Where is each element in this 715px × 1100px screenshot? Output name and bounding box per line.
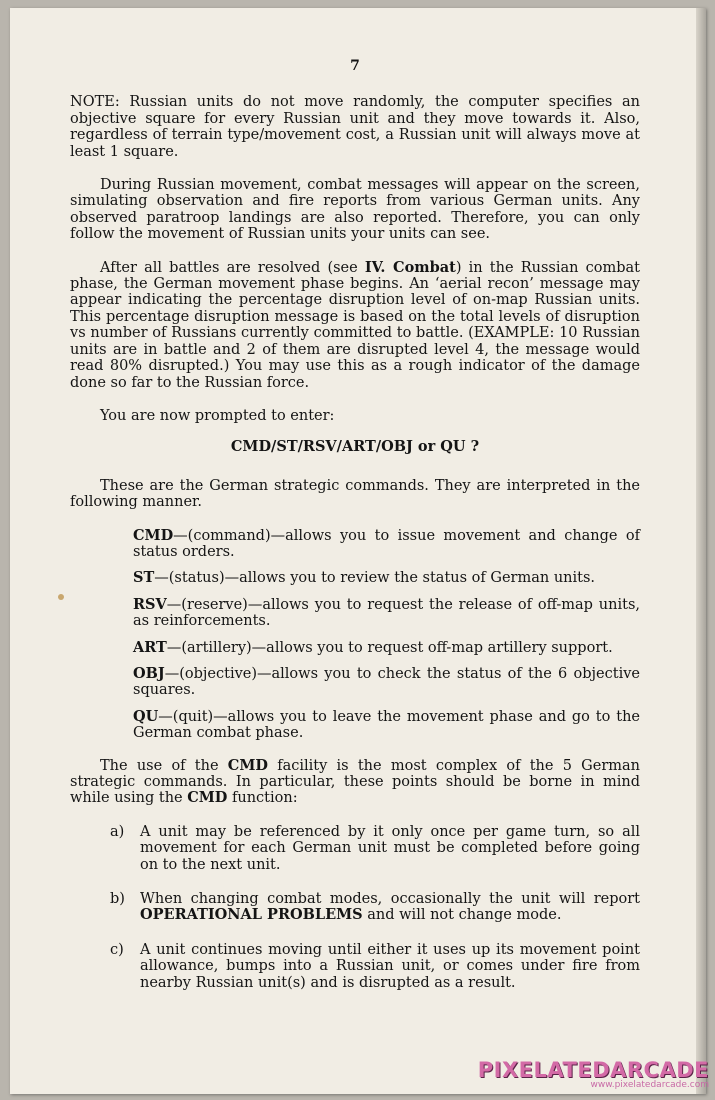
- point-text: A unit continues moving until either it uses up its movement point allowance, bumps into a Russian unit, or comes under fire from nearby Russian unit(s) and is disrupted as a result.: [140, 941, 640, 991]
- watermark-url: www.pixelatedarcade.com: [590, 1080, 709, 1090]
- command-item-art: [133, 640, 640, 656]
- point-text: A unit may be referenced by it only once per game turn, so all movement for each German unit must be completed before going on to the next unit.: [140, 823, 640, 873]
- command-code: QU: [133, 707, 159, 725]
- prompt-command-line: CMD/ST/RSV/ART/OBJ or QU ?: [230, 438, 480, 456]
- command-description: —(command)—allows you to issue movement and change of status orders.: [133, 527, 640, 560]
- command-description: —(status)—allows you to review the status of German units.: [154, 570, 596, 587]
- command-code: ART: [133, 638, 167, 656]
- command-list: [70, 528, 640, 742]
- battles-text-post: ) in the Russian combat phase, the German movement phase begins. An ‘aerial recon’ message may appear indicating the percentage disruption level of on-map Russian units. This percentage disruption message is based on the total levels of disruption vs number of Russians currently committed to battle. (EXAMPLE: 10 Russian units are in battle and 2 of them are disrupted level 4, the message would read 80% disrupted.) You may use this as a rough indicator of the damage done so far to the Russian force.: [70, 259, 641, 391]
- operational-problems-text: OPERATIONAL PROBLEMS: [140, 906, 363, 924]
- note-paragraph: NOTE: Russian units do not move randomly, the computer specifies an objective square for every Russian unit and they move towards it. Also, regardless of terrain type/movement cost, a Russian unit will always move at least 1 square.: [70, 94, 640, 160]
- point-item-a: [110, 824, 640, 873]
- point-marker: b): [110, 891, 125, 908]
- command-item-rsv: [133, 597, 640, 630]
- prompt-intro: You are now prompted to enter:: [100, 407, 335, 424]
- cmd-keyword: CMD: [187, 789, 228, 807]
- page-content: [70, 58, 640, 1009]
- site-watermark: [478, 1058, 709, 1090]
- cmd-usage-post: function:: [227, 790, 298, 807]
- command-item-obj: [133, 666, 640, 699]
- cmd-keyword: CMD: [227, 756, 268, 774]
- battles-text-pre: After all battles are resolved (see: [100, 259, 365, 276]
- cmd-usage-pre: The use of the: [100, 757, 228, 774]
- combat-section-ref: IV. Combat: [364, 258, 456, 276]
- point-item-c: [110, 942, 640, 991]
- command-item-cmd: [133, 528, 640, 561]
- point-text-pre: When changing combat modes, occasionally the unit will report: [140, 891, 640, 908]
- command-code: OBJ: [133, 664, 165, 682]
- point-marker: c): [110, 941, 124, 958]
- commands-intro: These are the German strategic commands. They are interpreted in the following manner.: [70, 477, 640, 511]
- command-description: —(objective)—allows you to check the status of the 6 objective squares.: [133, 665, 640, 699]
- command-description: —(artillery)—allows you to request off-map artillery support.: [166, 639, 613, 656]
- command-code: RSV: [133, 595, 167, 613]
- bullet-dot: [58, 594, 64, 600]
- command-description: —(quit)—allows you to leave the movement phase and go to the German combat phase.: [133, 708, 640, 742]
- command-item-qu: [133, 709, 640, 742]
- point-text: [140, 891, 640, 924]
- movement-paragraph: During Russian movement, combat messages will appear on the screen, simulating observation and fire reports from various German units. Any observed paratroop landings are also reported. Therefore, you can only follow the movement of Russian units your units can see.: [70, 177, 640, 243]
- cmd-usage-paragraph: [70, 758, 640, 807]
- command-code: ST: [133, 569, 155, 587]
- points-list: [70, 824, 640, 991]
- watermark-logo: PIXELATEDARCADE: [477, 1058, 709, 1082]
- page-spine: [696, 8, 706, 1094]
- command-item-st: [133, 570, 640, 586]
- command-code: CMD: [133, 526, 174, 544]
- point-item-b: [110, 891, 640, 924]
- point-text-post: and will not change mode.: [362, 907, 562, 924]
- command-description: —(reserve)—allows you to request the release of off-map units, as reinforcements.: [133, 596, 640, 630]
- cmd-usage-mid: facility is the most complex of the 5 German strategic commands. In particular, these points should be borne in mind while using the: [70, 757, 641, 807]
- manual-page: [10, 8, 706, 1094]
- point-marker: a): [110, 823, 125, 840]
- battles-paragraph: [70, 260, 640, 391]
- page-number: 7: [350, 58, 360, 74]
